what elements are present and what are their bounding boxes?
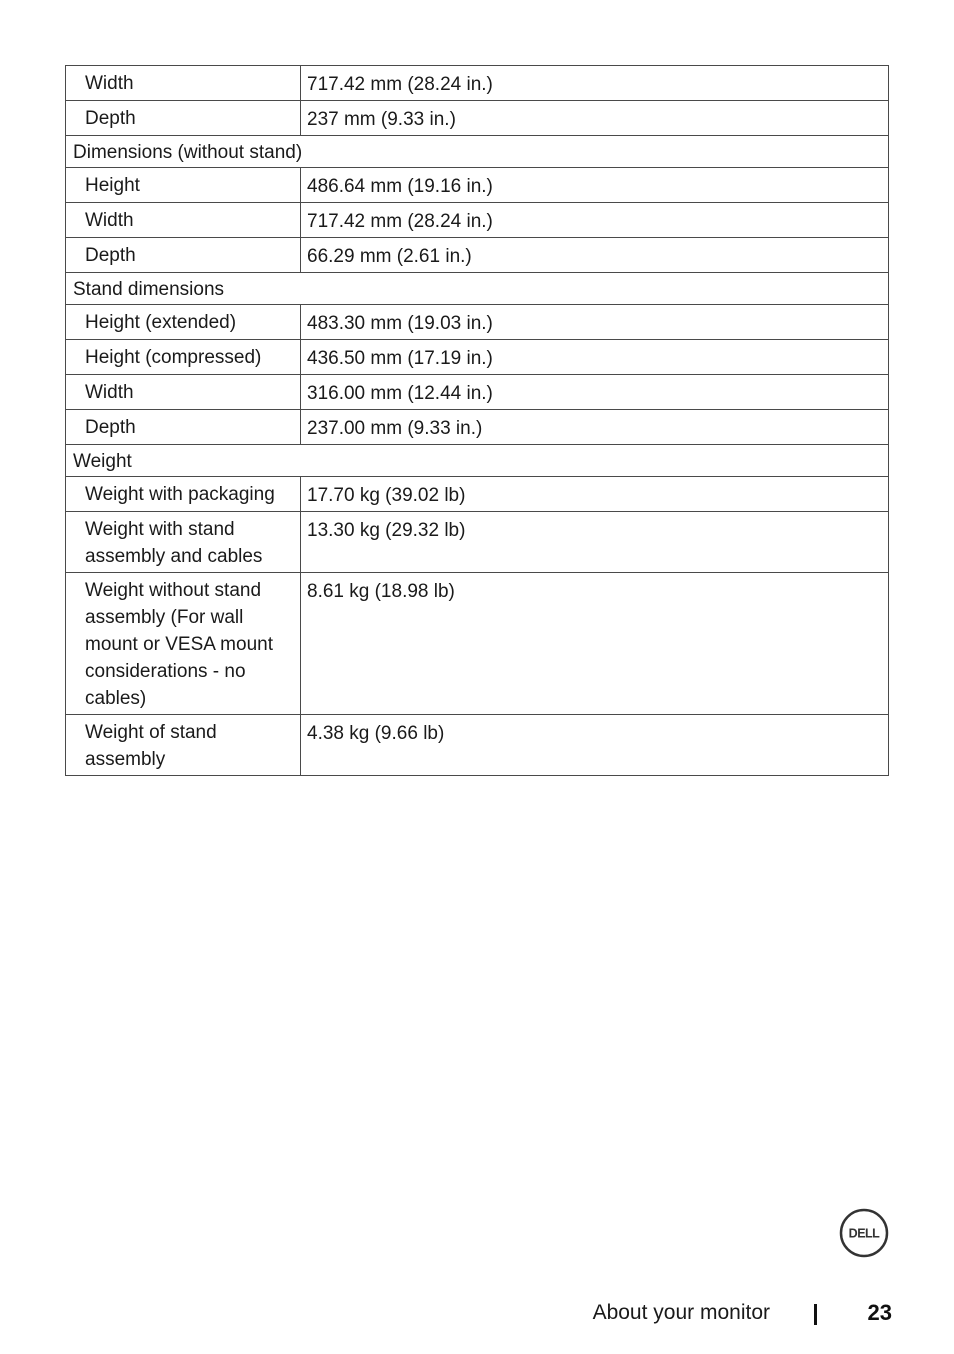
spec-row: [66, 305, 889, 340]
section-row: [66, 136, 889, 168]
spec-row: [66, 715, 889, 776]
spec-row: [66, 340, 889, 375]
specifications-table-body: [66, 66, 889, 776]
spec-label: Width: [66, 375, 301, 410]
spec-value: 316.00 mm (12.44 in.): [301, 375, 889, 410]
spec-value: 13.30 kg (29.32 lb): [301, 512, 889, 573]
section-row: [66, 445, 889, 477]
section-row: [66, 273, 889, 305]
section-heading: Dimensions (without stand): [66, 136, 889, 168]
specifications-table: [65, 65, 889, 776]
spec-label: Depth: [66, 238, 301, 273]
spec-row: [66, 375, 889, 410]
spec-label: Width: [66, 66, 301, 101]
spec-row: [66, 238, 889, 273]
spec-value: 66.29 mm (2.61 in.): [301, 238, 889, 273]
spec-label: Depth: [66, 101, 301, 136]
spec-value: 17.70 kg (39.02 lb): [301, 477, 889, 512]
spec-row: [66, 512, 889, 573]
spec-row: [66, 203, 889, 238]
spec-label: Weight of stand assembly: [66, 715, 301, 776]
section-heading: Weight: [66, 445, 889, 477]
spec-row: [66, 410, 889, 445]
dell-logo-icon: [839, 1208, 889, 1258]
spec-value: 717.42 mm (28.24 in.): [301, 203, 889, 238]
spec-row: [66, 168, 889, 203]
section-heading: Stand dimensions: [66, 273, 889, 305]
spec-value: 483.30 mm (19.03 in.): [301, 305, 889, 340]
dell-logo-svg: [839, 1208, 889, 1258]
spec-label: Weight with stand assembly and cables: [66, 512, 301, 573]
spec-value: 237 mm (9.33 in.): [301, 101, 889, 136]
spec-label: Weight without stand assembly (For wall mount or VESA mount considerations - no cables): [66, 573, 301, 715]
spec-value: 436.50 mm (17.19 in.): [301, 340, 889, 375]
spec-label: Height (extended): [66, 305, 301, 340]
spec-label: Weight with packaging: [66, 477, 301, 512]
spec-row: [66, 477, 889, 512]
spec-label: Width: [66, 203, 301, 238]
spec-row: [66, 101, 889, 136]
spec-label: Height (compressed): [66, 340, 301, 375]
spec-row: [66, 573, 889, 715]
spec-label: Depth: [66, 410, 301, 445]
logo-text: DELL: [848, 1226, 880, 1241]
spec-label: Height: [66, 168, 301, 203]
spec-value: 717.42 mm (28.24 in.): [301, 66, 889, 101]
footer-section-title: About your monitor: [592, 1301, 770, 1324]
footer-separator: [814, 1304, 817, 1325]
spec-value: 8.61 kg (18.98 lb): [301, 573, 889, 715]
page-number: 23: [867, 1300, 892, 1325]
spec-value: 4.38 kg (9.66 lb): [301, 715, 889, 776]
spec-value: 486.64 mm (19.16 in.): [301, 168, 889, 203]
spec-value: 237.00 mm (9.33 in.): [301, 410, 889, 445]
spec-row: [66, 66, 889, 101]
